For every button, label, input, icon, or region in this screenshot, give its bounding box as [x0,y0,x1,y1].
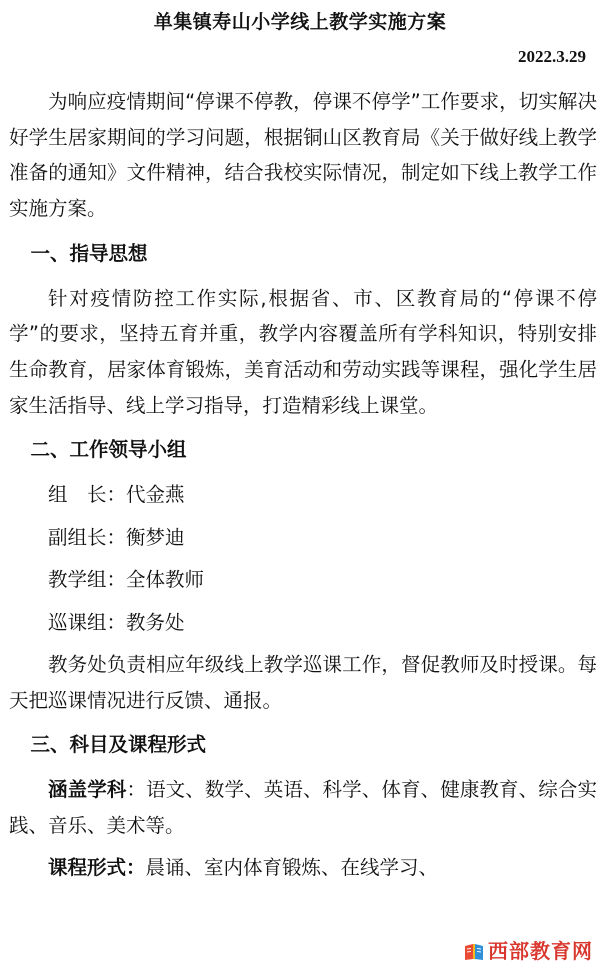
document-body [9,84,597,894]
role-leader: 组 长：代金燕 [48,483,185,507]
guiding-paragraph: 针对疫情防控工作实际,根据省、市、区教育局的“停课不停学”的要求，坚持五育并重，教学内容覆盖所有学科知识，特别安排生命教育，居家体育锻炼，美育活动和劳动实践等课程，强化学生居家生活指导、线上学习指导，打造精彩线上课堂。 [9,286,597,417]
role-teaching-group: 教学组：全体教师 [48,568,205,592]
subjects-paragraph [9,772,597,843]
forms-label: 课程形式： [48,855,146,879]
book-logo-icon [463,940,485,962]
subjects-text: ：语文、数学、英语、科学、体育、健康教育、综合实践、音乐、美术等。 [9,778,597,837]
section-heading-subjects: 三、科目及课程形式 [30,733,206,757]
role-deputy-leader: 副组长：衡梦迪 [48,525,185,549]
document-date: 2022.3.29 [518,47,586,66]
leadership-paragraph: 教务处负责相应年级线上教学巡课工作，督促教师及时授课。每天把巡课情况进行反馈、通报。 [9,653,597,712]
document-title: 单集镇寿山小学线上教学实施方案 [153,11,447,33]
forms-paragraph [9,850,597,886]
forms-text: 晨诵、室内体育锻炼、在线学习、 [145,855,439,879]
intro-paragraph: 为响应疫情期间“停课不停教，停课不停学”工作要求，切实解决好学生居家期间的学习问题，根据铜山区教育局《关于做好线上教学准备的通知》文件精神，结合我校实际情况，制定如下线上教学工作实施方案。 [9,90,597,221]
role-inspection-group: 巡课组：教务处 [48,610,185,634]
watermark [460,938,596,964]
section-heading-leadership: 二、工作领导小组 [30,438,187,462]
subjects-label: 涵盖学科 [48,778,127,802]
section-heading-guiding: 一、指导思想 [30,241,148,265]
watermark-text: 西部教育网 [488,939,593,963]
